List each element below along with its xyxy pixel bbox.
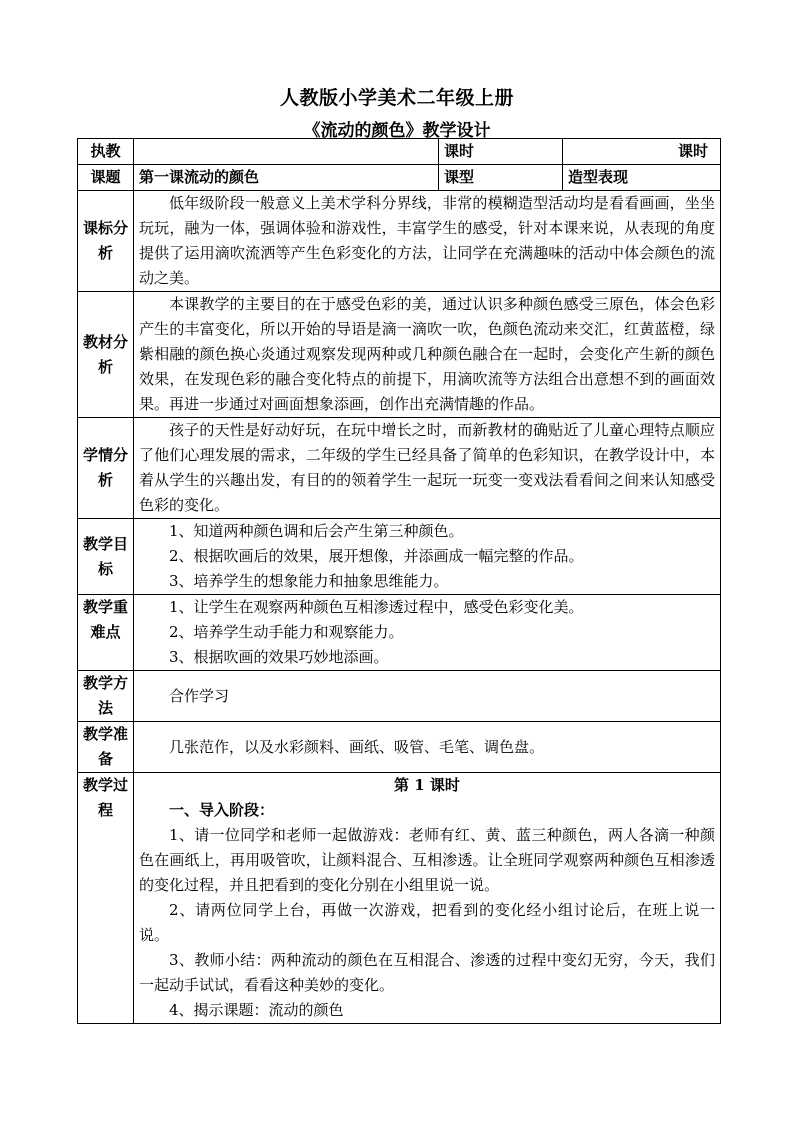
goal-item: 1、知道两种颜色调和后会产生第三种颜色。: [169, 522, 464, 540]
standard-label: 课标分析: [78, 191, 134, 292]
section-keypoints: [78, 595, 721, 671]
period-value: 课时: [563, 139, 721, 165]
topic-label: 课题: [78, 165, 134, 191]
students-cell: [134, 418, 721, 519]
material-label: 教材分析: [78, 292, 134, 418]
type-label: 课型: [439, 165, 563, 191]
standard-cell: [134, 191, 721, 292]
process-paragraph: 1、请一位同学和老师一起做游戏：老师有红、黄、蓝三种颜色，两人各滴一种颜色在画纸上，再用吸管吹，让颜料混合、互相渗透。让全班同学观察两种颜色互相渗透的变化过程，并且把看到的变化分别在小组里说一说。: [139, 826, 715, 894]
section-prep: [78, 722, 721, 773]
type-value: 造型表现: [563, 165, 721, 191]
teacher-label: 执教: [78, 139, 134, 165]
topic-value: 第一课流动的颜色: [134, 165, 439, 191]
keypoints-cell: [134, 595, 721, 671]
section-students: [78, 418, 721, 519]
document-subtitle: 《流动的颜色》教学设计: [303, 121, 491, 141]
header-row-teacher: [78, 139, 721, 165]
students-text: 孩子的天性是好动好玩，在玩中增长之时，而新教材的确贴近了儿童心理特点顺应了他们心理发展的需求，二年级的学生已经具备了简单的色彩知识，在教学设计中，本着从学生的兴趣出发，有目的的领着学生一起玩一玩变一变戏法看看间之间来认知感受色彩的变化。: [139, 421, 715, 514]
goal-item: 2、根据吹画后的效果，展开想像，并添画成一幅完整的作品。: [169, 547, 584, 565]
lesson-heading: 第 1 课时: [394, 776, 460, 794]
document-title: 人教版小学美术二年级上册: [279, 87, 514, 109]
process-cell: [134, 773, 721, 1024]
keypoint-item: 1、让学生在观察两种颜色互相渗透过程中，感受色彩变化美。: [169, 598, 584, 616]
goal-item: 3、培养学生的想象能力和抽象思维能力。: [169, 572, 449, 590]
section-standard: [78, 191, 721, 292]
section-goals: [78, 519, 721, 595]
prep-cell: [134, 722, 721, 773]
section-method: [78, 671, 721, 722]
process-paragraph: 2、请两位同学上台，再做一次游戏，把看到的变化经小组讨论后，在班上说一说。: [139, 901, 715, 944]
keypoint-item: 3、根据吹画的效果巧妙地添画。: [169, 648, 389, 666]
process-paragraph: 3、教师小结：两种流动的颜色在互相混合、渗透的过程中变幻无穷，今天，我们一起动手试试，看看这种美妙的变化。: [139, 951, 715, 994]
process-label: 教学过程: [78, 773, 134, 1024]
prep-label: 教学准备: [78, 722, 134, 773]
keypoints-label: 教学重难点: [78, 595, 134, 671]
prep-text: 几张范作，以及水彩颜料、画纸、吸管、毛笔、调色盘。: [169, 737, 545, 756]
method-cell: [134, 671, 721, 722]
process-paragraph: 4、揭示课题：流动的颜色: [169, 1001, 344, 1019]
teacher-value: [134, 139, 439, 165]
students-label: 学情分析: [78, 418, 134, 519]
period-label: 课时: [439, 139, 563, 165]
goals-label: 教学目标: [78, 519, 134, 595]
goals-cell: [134, 519, 721, 595]
method-label: 教学方法: [78, 671, 134, 722]
lesson-plan-table: [77, 138, 721, 1024]
material-text: 本课教学的主要目的在于感受色彩的美，通过认识多种颜色感受三原色，体会色彩产生的丰富变化，所以开始的导语是滴一滴吹一吹，色颜色流动来交汇，红黄蓝橙，绿紫相融的颜色换心炎通过观察发现两种或几种颜色融合在一起时，会变化产生新的颜色效果，在发现色彩的融合变化特点的前提下，用滴吹流等方法组合出意想不到的画面效果。再进一步通过对画面想象添画，创作出充满情趣的作品。: [139, 295, 715, 413]
standard-text: 低年级阶段一般意义上美术学科分界线，非常的模糊造型活动均是看看画画，坐坐玩玩，融为一体，强调体验和游戏性，丰富学生的感受，针对本课来说，从表现的角度提供了运用滴吹流洒等产生色彩变化的方法，让同学在充满趣味的活动中体会颜色的流动之美。: [139, 194, 715, 287]
section-process: [78, 773, 721, 1024]
method-text: 合作学习: [169, 686, 230, 705]
section-material: [78, 292, 721, 418]
header-row-topic: [78, 165, 721, 191]
material-cell: [134, 292, 721, 418]
keypoint-item: 2、培养学生动手能力和观察能力。: [169, 623, 404, 641]
stage-heading: 一、导入阶段：: [169, 801, 275, 819]
